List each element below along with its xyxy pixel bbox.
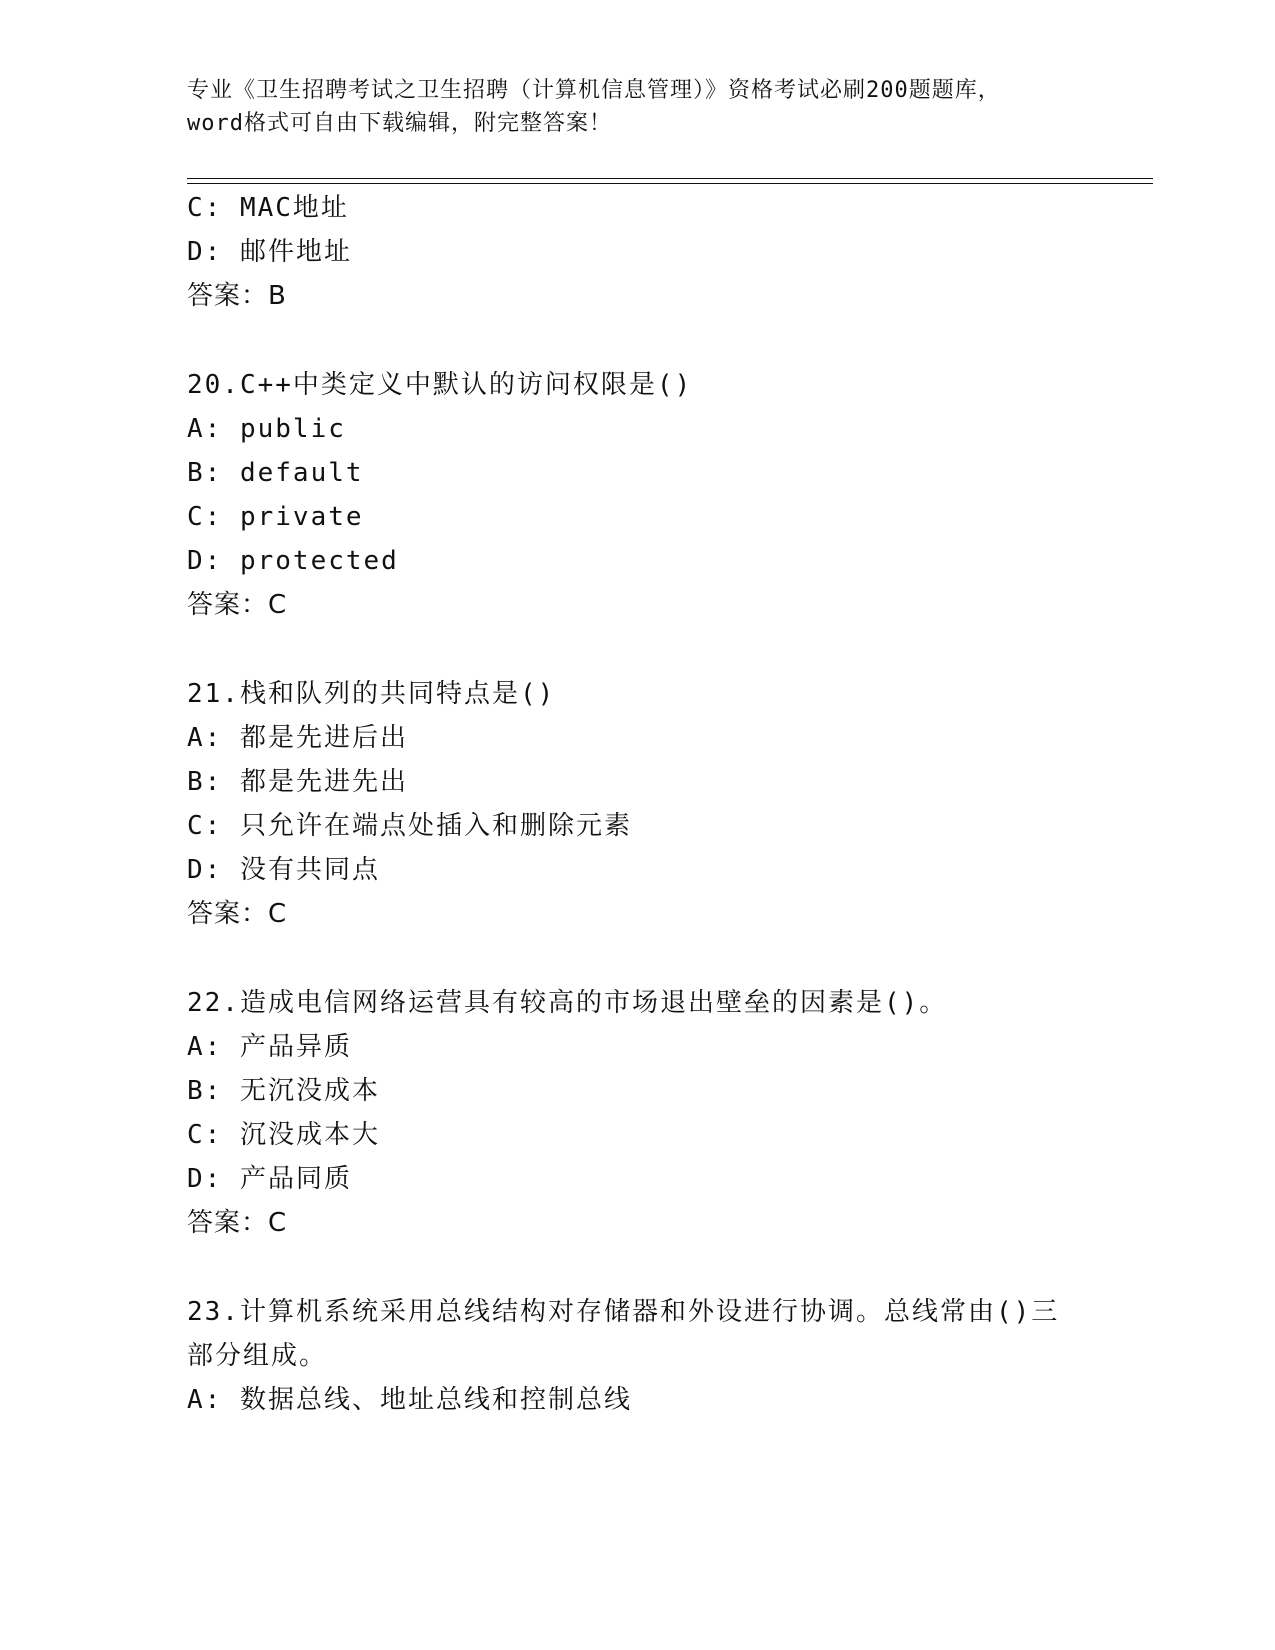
question-23-continued: 部分组成。 xyxy=(187,1341,328,1371)
answer-q20: 答案：C xyxy=(187,590,288,620)
option-d-q20: D: protected xyxy=(187,546,399,576)
question-23: 23.计算机系统采用总线结构对存储器和外设进行协调。总线常由()三 xyxy=(187,1297,1060,1327)
option-a-q21: A: 都是先进后出 xyxy=(187,723,408,753)
option-d-q19: D: 邮件地址 xyxy=(187,237,352,267)
header-divider-bottom xyxy=(187,183,1153,184)
option-d-q21: D: 没有共同点 xyxy=(187,855,380,885)
header-line-1: 专业《卫生招聘考试之卫生招聘（计算机信息管理）》资格考试必刷200题题库， xyxy=(187,78,1001,103)
option-b-q21: B: 都是先进先出 xyxy=(187,767,408,797)
answer-q22: 答案：C xyxy=(187,1208,288,1238)
option-c-q20: C: private xyxy=(187,502,364,532)
question-21: 21.栈和队列的共同特点是() xyxy=(187,679,556,709)
header-divider-top xyxy=(187,178,1153,179)
header-line-2: word格式可自由下载编辑，附完整答案！ xyxy=(187,111,612,136)
option-b-q22: B: 无沉没成本 xyxy=(187,1076,380,1106)
document-header xyxy=(187,74,1087,140)
option-c-q21: C: 只允许在端点处插入和删除元素 xyxy=(187,811,632,841)
question-20: 20.C++中类定义中默认的访问权限是() xyxy=(187,370,693,400)
option-c-q22: C: 沉没成本大 xyxy=(187,1120,380,1150)
answer-q21: 答案：C xyxy=(187,899,288,929)
option-a-q20: A: public xyxy=(187,414,346,444)
option-b-q20: B: default xyxy=(187,458,364,488)
option-d-q22: D: 产品同质 xyxy=(187,1164,352,1194)
option-a-q23: A: 数据总线、地址总线和控制总线 xyxy=(187,1385,632,1415)
question-22: 22.造成电信网络运营具有较高的市场退出壁垒的因素是()。 xyxy=(187,988,948,1018)
answer-q19: 答案：B xyxy=(187,281,287,311)
option-c-q19: C: MAC地址 xyxy=(187,193,349,223)
option-a-q22: A: 产品异质 xyxy=(187,1032,352,1062)
